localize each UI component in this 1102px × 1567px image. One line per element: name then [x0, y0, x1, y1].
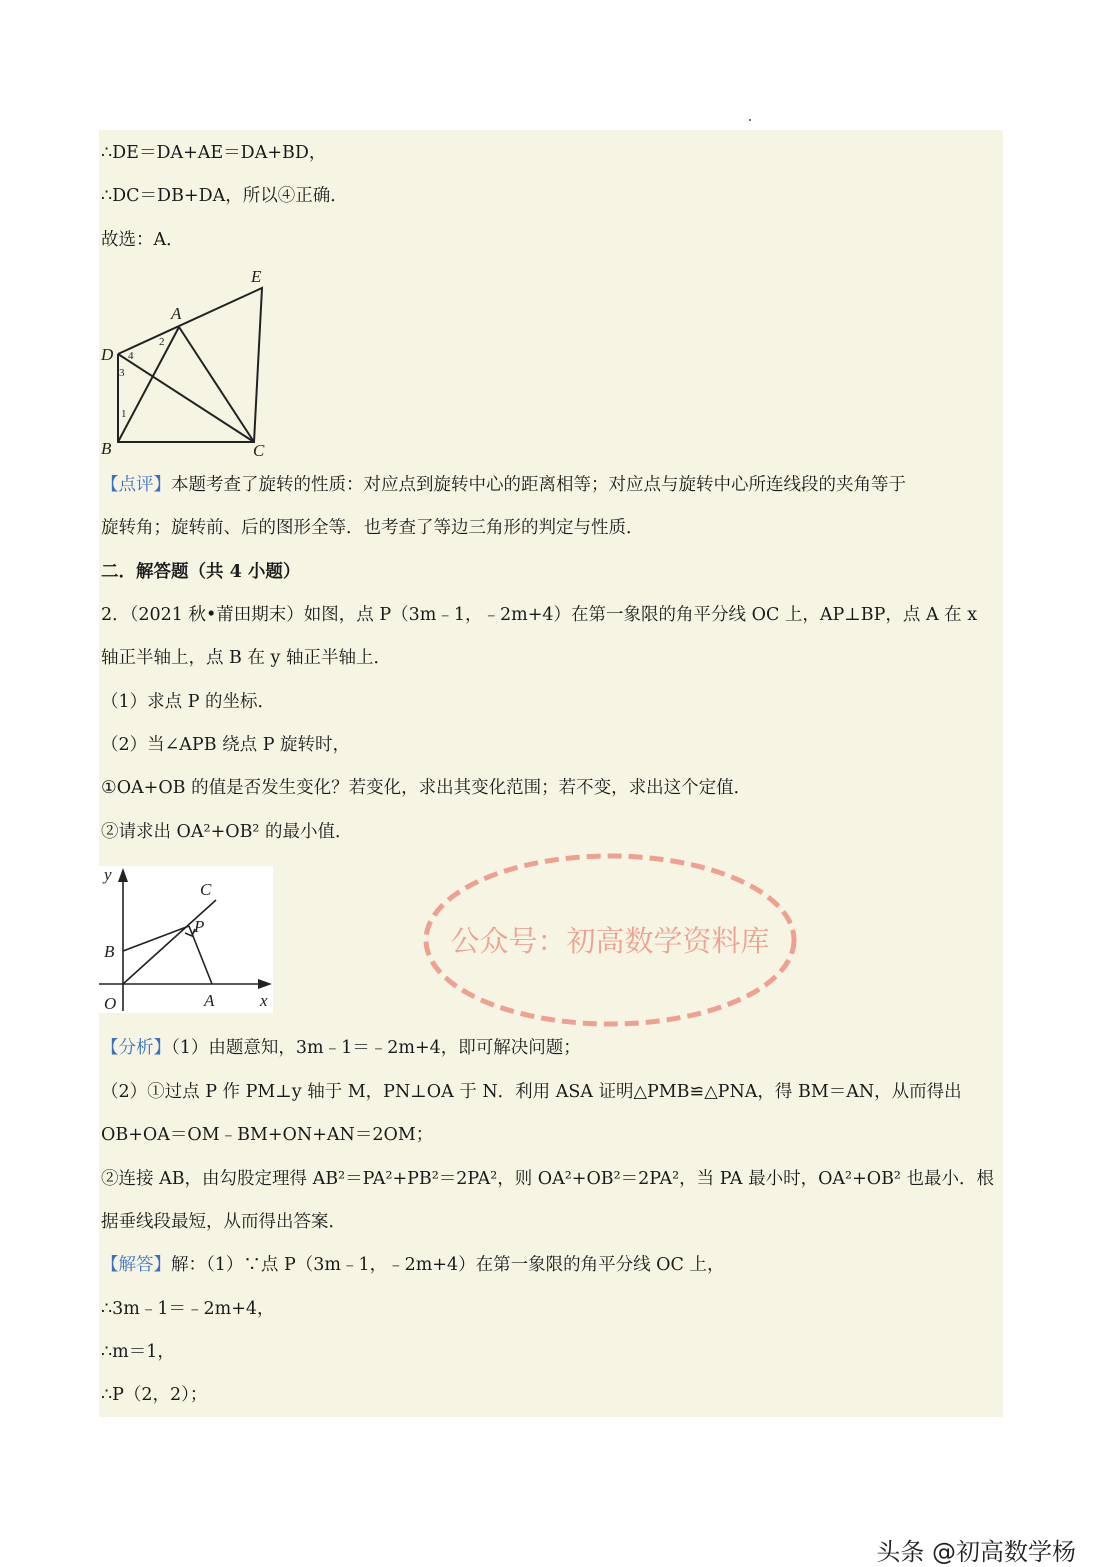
- angle-2: 2: [159, 336, 165, 348]
- text-line: 旋转角；旋转前、后的图形全等．也考查了等边三角形的判定与性质．: [101, 518, 644, 538]
- text-line: ②连接 AB，由勾股定理得 AB²＝PA²+PB²＝2PA²，则 OA²+OB²＝2PA²，当 PA 最小时，OA²+OB² 也最小．根: [101, 1169, 995, 1189]
- watermark-text: 公众号：初高数学资料库: [450, 924, 770, 958]
- text-line: （2）①过点 P 作 PM⊥y 轴于 M，PN⊥OA 于 N．利用 ASA 证明△PMB≌△PNA，得 BM＝AN，从而得出: [101, 1082, 962, 1102]
- label-C: C: [253, 441, 265, 460]
- label-A: A: [171, 304, 182, 323]
- question-line: 2．（2021 秋•莆田期末）如图，点 P（3m﹣1，﹣2m+4）在第一象限的角平分线 OC 上，AP⊥BP，点 A 在 x: [101, 605, 978, 625]
- answer-tag: 【解答】: [101, 1255, 171, 1275]
- label-D: D: [101, 345, 114, 364]
- analysis-tag: 【分析】: [101, 1038, 171, 1058]
- text-line: ∴DE＝DA+AE＝DA+BD，: [101, 143, 327, 163]
- question-line: 轴正半轴上，点 B 在 y 轴正半轴上．: [101, 648, 391, 668]
- footer-attribution: 头条 @初高数学杨: [876, 1538, 1076, 1566]
- angle-3: 3: [119, 367, 125, 379]
- comment-tag: 【点评】: [101, 475, 171, 495]
- label-B: B: [104, 942, 115, 961]
- label-E: E: [251, 267, 262, 286]
- comment-line: [101, 474, 906, 496]
- label-P: P: [194, 917, 205, 936]
- text-line: ∴m＝1，: [101, 1342, 175, 1362]
- label-C: C: [200, 880, 212, 899]
- question-line: （1）求点 P 的坐标．: [101, 692, 276, 712]
- question-line: （2）当∠APB 绕点 P 旋转时，: [101, 735, 351, 755]
- figure-coordinate-axes: [99, 866, 273, 1013]
- answer-text: 解：（1）∵点 P（3m﹣1，﹣2m+4）在第一象限的角平分线 OC 上，: [171, 1255, 725, 1275]
- stray-dot: [749, 119, 751, 121]
- text-line: 据垂线段最短，从而得出答案．: [101, 1212, 346, 1232]
- label-O: O: [104, 994, 117, 1013]
- axis-label-y: y: [104, 866, 112, 884]
- label-B: B: [101, 439, 112, 458]
- comment-text: 本题考查了旋转的性质：对应点到旋转中心的距离相等；对应点与旋转中心所连线段的夹角等于: [171, 475, 906, 495]
- text-line: OB+OA＝OM﹣BM+ON+AN＝2OM；: [101, 1125, 434, 1145]
- text-line: ∴3m﹣1＝﹣2m+4，: [101, 1299, 275, 1319]
- section-heading: 二．解答题（共 4 小题）: [101, 562, 301, 582]
- question-line: ①OA+OB 的值是否发生变化？若变化，求出其变化范围；若不变，求出这个定值．: [101, 778, 752, 798]
- text-line: ∴P（2，2）；: [101, 1385, 208, 1405]
- question-line: ②请求出 OA²+OB² 的最小值．: [101, 822, 353, 842]
- analysis-line: [101, 1037, 581, 1059]
- analysis-text: （1）由题意知，3m﹣1＝﹣2m+4，即可解决问题；: [171, 1038, 581, 1058]
- text-line: ∴DC＝DB+DA，所以④正确．: [101, 186, 348, 206]
- axis-label-x: x: [260, 991, 268, 1010]
- figure-rotation-quadrilateral: [99, 266, 271, 460]
- label-A: A: [204, 991, 215, 1010]
- answer-line: [101, 1254, 724, 1276]
- text-line: 故选：A．: [101, 230, 184, 250]
- angle-4: 4: [128, 350, 134, 362]
- angle-1: 1: [121, 408, 127, 420]
